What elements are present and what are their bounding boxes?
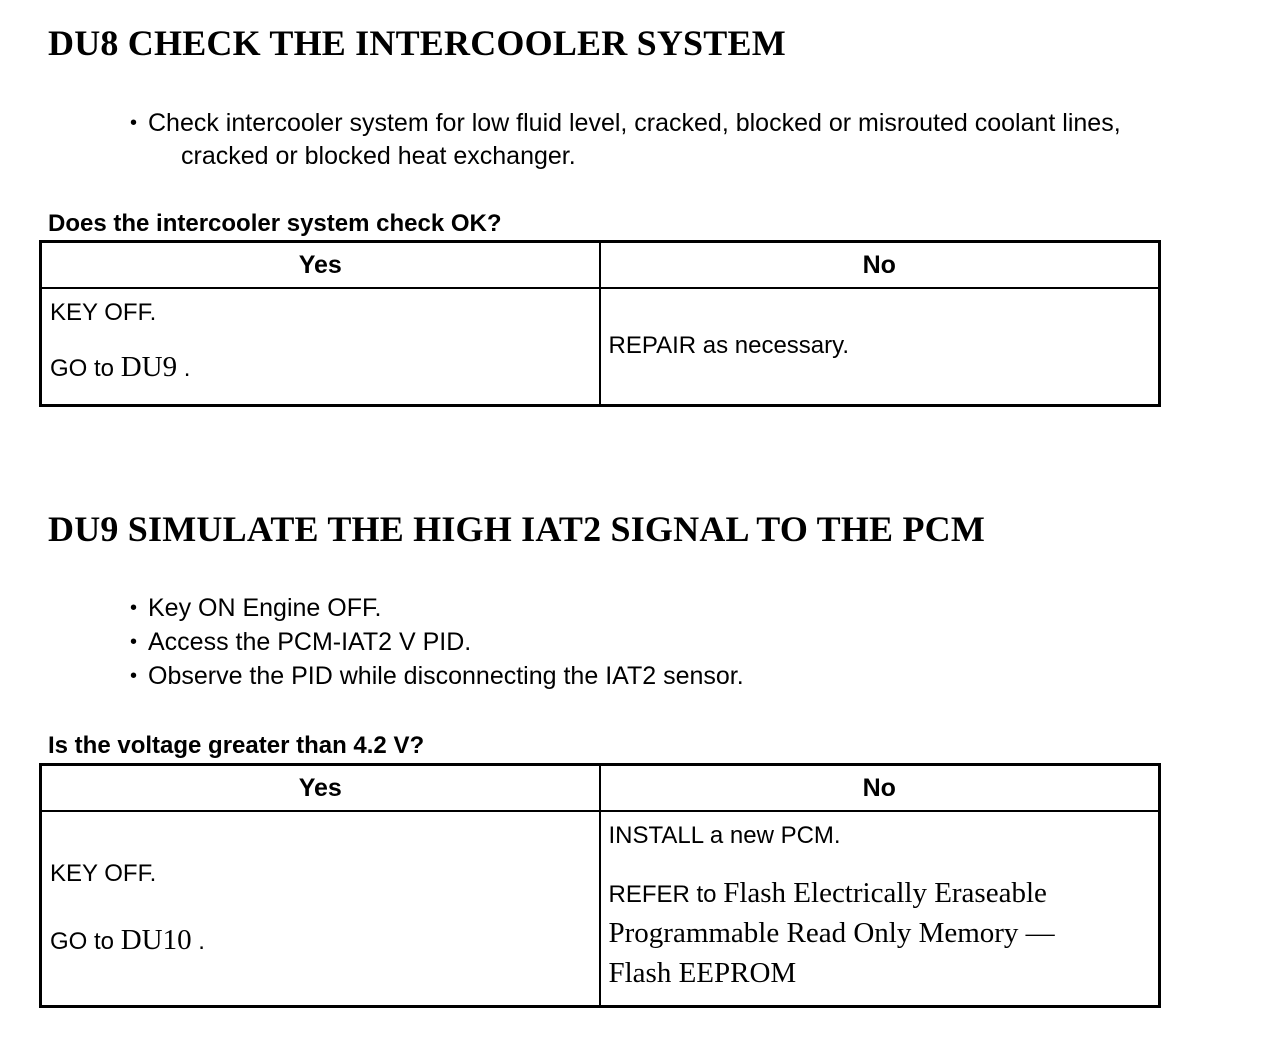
du9-bullet-list xyxy=(130,591,744,693)
du9-yes-header: Yes xyxy=(41,765,600,812)
bullet-icon: • xyxy=(130,112,138,134)
bullet-icon: • xyxy=(130,665,138,687)
du9-question: Is the voltage greater than 4.2 V? xyxy=(48,732,425,759)
flash-eeprom-link-line2: Programmable Read Only Memory — xyxy=(608,917,1055,949)
du8-no-header: No xyxy=(600,242,1160,289)
du9-bullet-text: Key ON Engine OFF. xyxy=(148,594,382,622)
du9-bullet-text: Observe the PID while disconnecting the IAT2 sensor. xyxy=(148,662,744,690)
du9-bullet-text: Access the PCM-IAT2 V PID. xyxy=(148,628,472,656)
du8-bullet-text: Check intercooler system for low fluid level, cracked, blocked or misrouted coolant lines, xyxy=(148,109,1121,137)
du9-goto-prefix: GO to xyxy=(50,928,121,955)
du9-no-install: INSTALL a new PCM. xyxy=(608,822,841,849)
du8-question: Does the intercooler system check OK? xyxy=(48,210,502,237)
bullet-icon: • xyxy=(130,631,138,653)
flash-eeprom-link-line1: Flash Electrically Eraseable xyxy=(723,877,1047,909)
du8-yes-key-off: KEY OFF. xyxy=(50,299,157,326)
du9-no-header: No xyxy=(600,765,1160,812)
du9-link[interactable]: DU9 xyxy=(120,351,178,383)
du9-bullet-item xyxy=(130,591,744,625)
du10-link[interactable]: DU10 xyxy=(120,924,192,956)
du9-yes-goto xyxy=(50,922,591,960)
du8-answer-table xyxy=(39,240,1161,407)
du8-no-cell xyxy=(600,288,1160,405)
du8-bullet-item xyxy=(130,106,1121,172)
du8-yes-goto xyxy=(50,349,591,387)
du9-yes-cell xyxy=(41,811,600,1006)
du8-title: DU8 CHECK THE INTERCOOLER SYSTEM xyxy=(48,23,786,63)
du9-yes-key-off: KEY OFF. xyxy=(50,860,157,887)
du9-no-cell xyxy=(600,811,1160,1006)
du9-title: DU9 SIMULATE THE HIGH IAT2 SIGNAL TO THE PCM xyxy=(48,509,986,549)
du9-goto-suffix: . xyxy=(191,928,205,955)
flash-eeprom-link-line3: Flash EEPROM xyxy=(608,957,797,989)
bullet-icon: • xyxy=(130,597,138,619)
du9-bullet-item xyxy=(130,625,744,659)
du8-bullet-text-cont: cracked or blocked heat exchanger. xyxy=(181,142,576,170)
du8-yes-header: Yes xyxy=(41,242,600,289)
du8-yes-cell xyxy=(41,288,600,405)
du8-goto-suffix: . xyxy=(177,355,191,382)
du9-answer-table xyxy=(39,763,1161,1008)
du9-bullet-item xyxy=(130,659,744,693)
du8-no-text: REPAIR as necessary. xyxy=(608,332,850,360)
du9-no-refer xyxy=(609,874,1151,994)
du9-refer-prefix: REFER to xyxy=(608,881,724,908)
du8-bullet-list xyxy=(130,106,1121,172)
du8-goto-prefix: GO to xyxy=(50,355,121,382)
